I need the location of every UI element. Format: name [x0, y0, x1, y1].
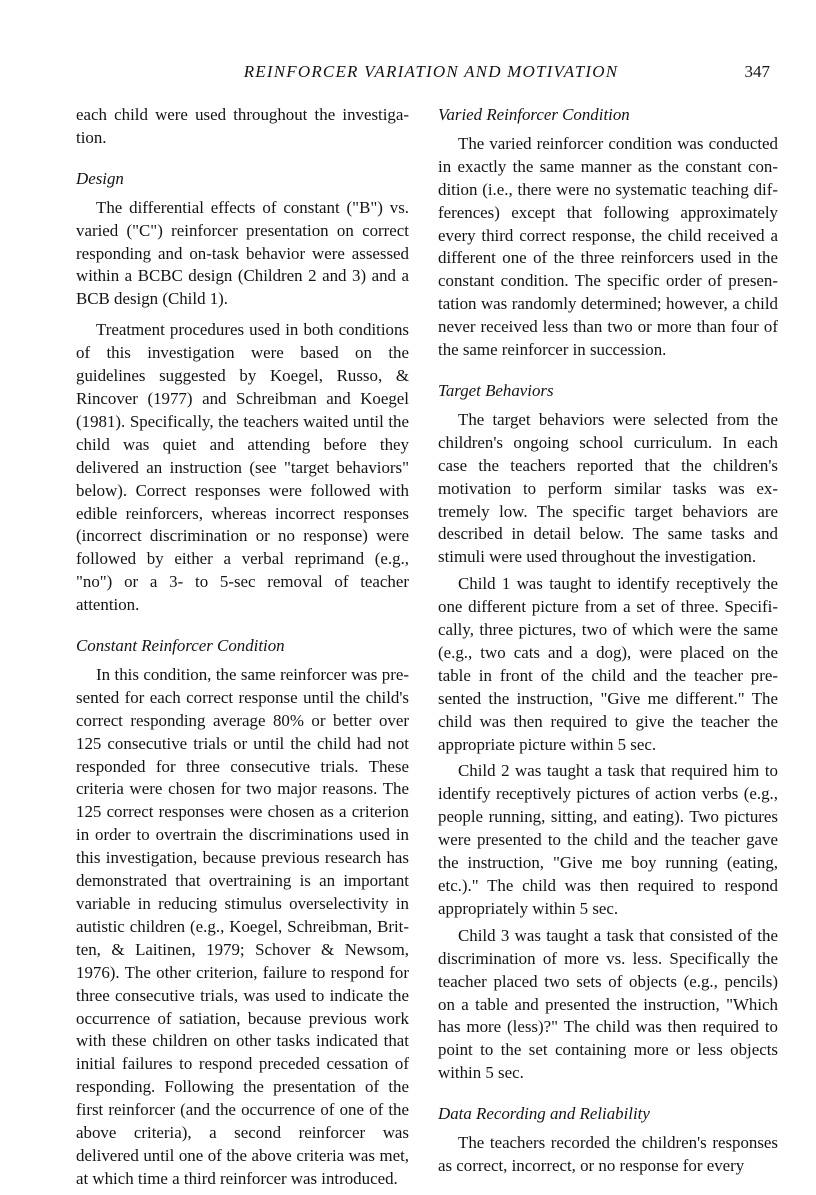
data-paragraph-1: The teachers recorded the children's responses as correct, incorrect, or no response for every — [438, 1133, 778, 1175]
design-paragraph-2: Treatment procedures used in both conditions of this investigation were based on the guidelines suggested by Koegel, Russo, & Rincover (1977) and Schreibman and Koegel (1981). Specifically, the teachers waited until the child was quiet and attending before they delivered an instruction (see "target behaviors" below). Correct responses were followed with edible reinforcers, whereas incorrect responses (incorrect discrimination or no response) were followed by either a verbal reprimand (e.g., "no") or a 3- to 5-sec removal of teacher attention. — [76, 320, 409, 615]
left-column — [76, 104, 409, 1191]
section-heading-varied-reinforcer: Varied Reinforcer Condition — [438, 105, 630, 124]
right-column — [438, 104, 778, 1178]
target-paragraph-2: Child 1 was taught to identify receptively the one different picture from a set of three. Specifically, three pictures, two of which were the same (e.g., two cats and a dog), were placed on the table in front of the child and the teacher presented the instruction, "Give me different." The child was then required to give the teacher the appropriate picture within 5 sec. — [438, 574, 778, 754]
target-paragraph-4: Child 3 was taught a task that consisted of the discrimination of more vs. less. Specifically the teacher placed two sets of objects (e.g., pencils) on a table and presented the instruction, "Which has more (less)?" The child was then required to point to the set containing more or less objects within 5 sec. — [438, 925, 778, 1083]
target-paragraph-3: Child 2 was taught a task that required him to identify receptively pictures of action verbs (e.g., people running, sitting, and eating). Two pictures were presented to the child and the teacher gave the instruction, "Give me boy running (eating, etc.)." The child was then required to respond appropriately within 5 sec. — [438, 761, 778, 918]
design-paragraph-1: The differential effects of constant ("B") vs. varied ("C") reinforcer presentation on correct responding and on-task behavior were assessed within a BCBC design (Children 2 and 3) and a BCB design (Child 1). — [76, 197, 409, 309]
section-heading-target-behaviors: Target Behaviors — [438, 380, 554, 400]
continued-paragraph: each child were used throughout the investigation. — [76, 105, 409, 147]
section-heading-constant-reinforcer: Constant Reinforcer Condition — [76, 636, 285, 656]
running-title: REINFORCER VARIATION AND MOTIVATION — [243, 62, 619, 81]
section-heading-data-recording: Data Recording and Reliability — [438, 1104, 650, 1124]
running-head — [76, 62, 778, 86]
target-paragraph-1: The target behaviors were selected from the children's ongoing school curriculum. In each case the teachers reported that the children's motivation to perform similar tasks was extremely low. The specific target behaviors are described in detail below. The same tasks and stimuli were used throughout the investigation. — [438, 409, 778, 567]
page-number: 347 — [744, 62, 770, 81]
constant-paragraph-1: In this condition, the same reinforcer was presented for each correct response until the child's correct responding average 80% or better over 125 consecutive trials or until the child had not responded for three consecutive trials. These criteria were chosen for two major reasons. The 125 correct responses were chosen as a criterion in order to overtrain the discriminations used in this investigation, because previous research has demonstrated that overtraining is an important variable in reducing stimulus overselectivity in autistic children (e.g., Koegel, Schreibman, Britten, & Laitinen, 1979; Schover & Newsom, 1976). The other criterion, failure to respond for three consecutive trials, was used to indicate the occurrence of satiation, because previous work with these children on other tasks indicated that initial failures to respond preceded cessation of responding. Following the presentation of the first reinforcer (and the occurrence of one of the above criteria), a second reinforcer was delivered until one of the above criteria was met, at which time a third reinforcer was introduced. — [76, 664, 409, 1188]
section-heading-design: Design — [76, 168, 124, 188]
varied-paragraph-1: The varied reinforcer condition was conducted in exactly the same manner as the constant condition (i.e., there were no systematic teaching differences) except that following approximately every third correct response, the child received a different one of the three reinforcers used in the constant condition. The specific order of presentation was randomly determined; however, a child never received less than two or more than four of the same reinforcer in succession. — [438, 133, 778, 360]
